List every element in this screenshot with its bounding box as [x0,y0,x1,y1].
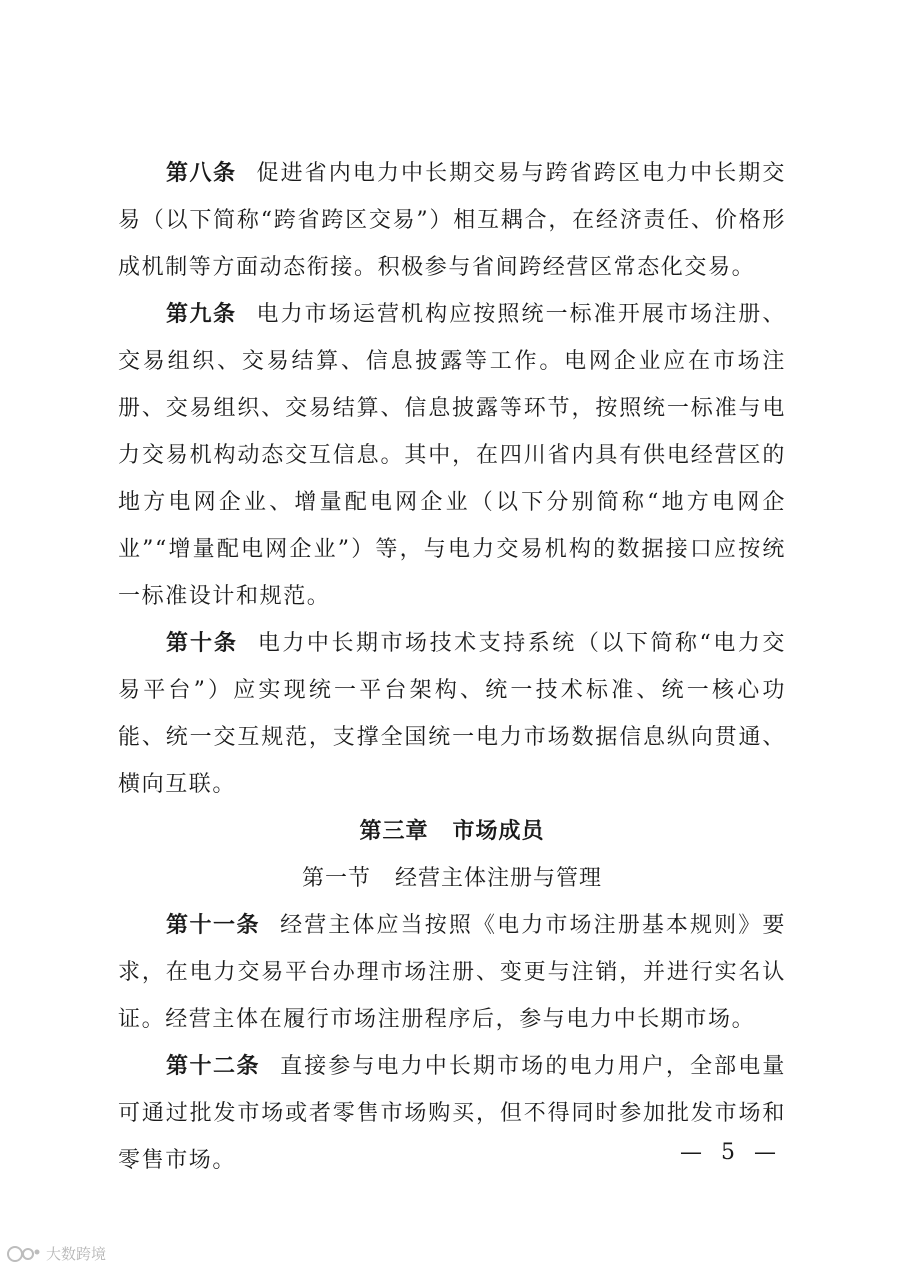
page-number: — 5 — [680,1140,782,1165]
article-9 [118,291,786,620]
article-11 [118,902,786,1043]
chapter-number: 第三章 [359,819,429,844]
article-label: 第十一条 [166,913,261,938]
section-title: 经营主体注册与管理 [395,866,603,891]
brand-logo-icon [6,1244,42,1264]
section-heading [118,855,786,902]
article-text: 电力中长期市场技术支持系统（以下简称“电力交易平台”）应实现统一平台架构、统一技术标准、统一核心功能、统一交互规范，支撑全国统一电力市场数据信息纵向贯通、横向互联。 [118,631,786,797]
article-label: 第八条 [166,161,237,186]
article-label: 第九条 [166,302,237,327]
watermark-text: 大数跨境 [46,1245,107,1263]
document-body [118,150,786,1184]
watermark [6,1243,106,1264]
article-label: 第十二条 [166,1054,261,1079]
article-text: 电力市场运营机构应按照统一标准开展市场注册、交易组织、交易结算、信息披露等工作。电网企业应在市场注册、交易组织、交易结算、信息披露等环节，按照统一标准与电力交易机构动态交互信息。其中，在四川省内具有供电经营区的地方电网企业、增量配电网企业（以下分别简称“地方电网企业”“增量配电网企业”）等，与电力交易机构的数据接口应按统一标准设计和规范。 [118,302,786,609]
article-text: 经营主体应当按照《电力市场注册基本规则》要求，在电力交易平台办理市场注册、变更与注销，并进行实名认证。经营主体在履行市场注册程序后，参与电力中长期市场。 [118,913,786,1032]
article-text: 促进省内电力中长期交易与跨省跨区电力中长期交易（以下简称“跨省跨区交易”）相互耦合，在经济责任、价格形成机制等方面动态衔接。积极参与省间跨经营区常态化交易。 [118,161,786,280]
article-text: 直接参与电力中长期市场的电力用户，全部电量可通过批发市场或者零售市场购买，但不得同时参加批发市场和零售市场。 [118,1054,786,1173]
chapter-heading [118,808,786,855]
article-8 [118,150,786,291]
article-label: 第十条 [166,631,238,656]
chapter-title: 市场成员 [452,819,545,844]
article-10 [118,620,786,808]
section-number: 第一节 [301,866,371,891]
